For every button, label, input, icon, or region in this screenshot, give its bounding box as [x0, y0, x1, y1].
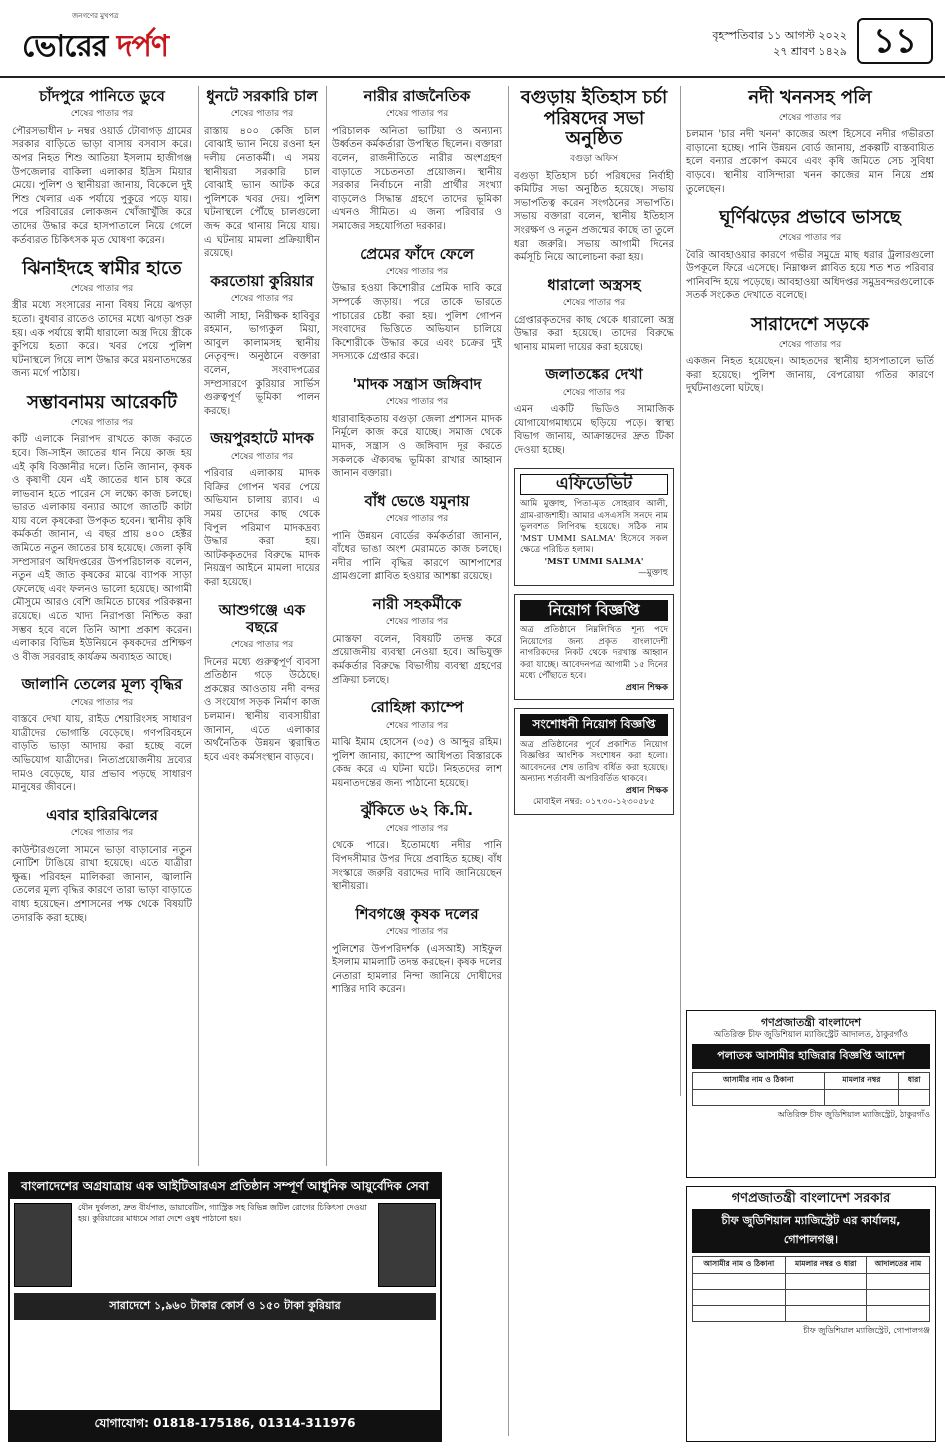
notice-bar: পলাতক আসামীর হাজিরার বিজ্ঞপ্তি আদেশ	[692, 1044, 930, 1069]
notice-table	[692, 1256, 930, 1322]
story-body: চলমান 'চার নদী খনন' কাজের অংশ হিসেবে নদীর গভীরতা বাড়ানো হচ্ছে। পানি উন্নয়ন বোর্ড জানায়, প্রকল্পটি বাস্তবায়িত হলে বন্যার প্রকোপ কমবে এবং কৃষি জমিতে সেচ সুবিধা বাড়বে। স্থানীয় বাসিন্দারা খনন কাজের মান নিয়ে প্রশ্ন তুলেছেন।	[686, 129, 934, 195]
story-drug-terror	[332, 374, 502, 481]
affidavit-sign: —মুক্তাহু	[638, 568, 668, 579]
table-header: আদালতের নাম	[866, 1257, 929, 1274]
notice-signature: অতিরিক্ত চীফ জুডিশিয়াল ম্যাজিস্ট্রেট, ঠাকুরগাঁও	[777, 1110, 930, 1119]
story-river-dredging	[686, 86, 934, 196]
story-body: কাউন্টারগুলো সামনে ভাড়া বাড়ানোর নতুন নোটিশ টাঙিয়ে রাখা হয়েছে। এতে যাত্রীরা ক্ষুব্ধ। পরিবহন মালিকরা জানান, জ্বালানি তেলের মূল্য বৃদ্ধির কারণে তারা ভাড়া বাড়াতে বাধ্য হয়েছেন। প্রশাসনের পক্ষ থেকে বিষয়টি তদারকি করা হচ্ছে।	[12, 844, 192, 924]
byline: শেষের পাতার পর	[70, 109, 134, 120]
byline: শেষের পাতার পর	[385, 926, 449, 937]
column-5	[686, 86, 934, 1086]
story-body: বগুড়া ইতিহাস চর্চা পরিষদের নির্বাহী কমিটির সভা অনুষ্ঠিত হয়েছে। সভায় সভাপতিত্ব করেন সংগঠনের সভাপতি। সভায় বক্তারা বলেন, স্থানীয় ইতিহাস সংরক্ষণ ও নতুন প্রজন্মের কাছে তা তুলে ধরা জরুরি। সভায় আগামী দিনের কর্মসূচি নিয়ে আলোচনা করা হয়।	[514, 170, 674, 264]
byline: শেষের পাতার পর	[385, 514, 449, 525]
story-shibganj	[332, 904, 502, 997]
byline: শেষের পাতার পর	[385, 617, 449, 628]
corrigendum-title: সংশোধনী নিয়োগ বিজ্ঞপ্তি	[520, 714, 668, 736]
column-divider	[326, 86, 327, 1166]
story-jhenaidah	[12, 257, 192, 381]
headline: ঝিনাইদহে স্বামীর হাতে	[22, 258, 182, 280]
affidavit-box	[514, 468, 674, 586]
notice-signature: চীফ জুডিশিয়াল ম্যাজিস্ট্রেট, গোপালগঞ্জ	[803, 1326, 930, 1335]
notice-title: গণপ্রজাতন্ত্রী বাংলাদেশ সরকার	[731, 1191, 891, 1206]
job-notice-body: অত্র প্রতিষ্ঠানে নিম্নলিখিত শূন্য পদে নিয়োগের জন্য প্রকৃত বাংলাদেশী নাগরিকদের নিকট থেকে দরখাস্ত আহ্বান করা যাচ্ছে। আবেদনপত্র আগামী ১৫ দিনের মধ্যে পৌঁছাতে হবে।	[520, 625, 668, 682]
byline: শেষের পাতার পর	[562, 298, 626, 309]
headline: নারী সহকর্মীকে	[372, 595, 462, 614]
story-body: পানি উন্নয়ন বোর্ডের কর্মকর্তারা জানান, বাঁধের ভাঙা অংশ মেরামতে কাজ চলছে। নদীর পানি বৃদ্ধির কারণে আশপাশের গ্রামগুলো প্লাবিত হওয়ার আশঙ্কা রয়েছে।	[332, 530, 502, 583]
corrigendum-sign: প্রধান শিক্ষক	[625, 785, 668, 796]
story-rabies	[514, 364, 674, 457]
headline: বাঁধ ভেঙে যমুনায়	[364, 491, 470, 510]
story-body: একজন নিহত হয়েছেন। আহতদের স্থানীয় হাসপাতালে ভর্তি করা হয়েছে। পুলিশ জানায়, বেপরোয়া গতির কারণে দুর্ঘটনাগুলো ঘটছে।	[686, 356, 934, 395]
story-hatirjheel	[12, 805, 192, 925]
table-header-row	[693, 1073, 930, 1090]
headline: করতোয়া কুরিয়ার	[210, 271, 314, 290]
logo-tagline: জনগণের মুখপত্র	[72, 12, 119, 20]
table-row	[693, 1274, 930, 1290]
story-body: উদ্ধার হওয়া কিশোরীর প্রেমিক দাবি করে সম্পর্কে জড়ায়। পরে তাকে ভারতে পাচারের চেষ্টা করা হয়। পুলিশ গোপন সংবাদের ভিত্তিতে অভিযান চালিয়ে কিশোরীকে উদ্ধার করে এবং চক্রের দুই সদস্যকে গ্রেপ্তার করে।	[332, 283, 502, 363]
table-header: মামলার নম্বর ও ধারা	[785, 1257, 866, 1274]
table-header: আসামীর নাম ও ঠিকানা	[693, 1257, 786, 1274]
headline: সারাদেশে সড়কে	[751, 313, 869, 335]
byline: শেষের পাতার পর	[70, 283, 134, 294]
byline: শেষের পাতার পর	[70, 417, 134, 428]
table-header: ধারা	[899, 1073, 930, 1090]
story-chandpur	[12, 86, 192, 247]
byline: শেষের পাতার পর	[562, 387, 626, 398]
story-sharp-weapons	[514, 275, 674, 355]
corrigendum-body: অত্র প্রতিষ্ঠানের পূর্বে প্রকাশিত নিয়োগ বিজ্ঞপ্তির আংশিক সংশোধন করা হলো। আবেদনের শেষ তারিখ বর্ধিত করা হয়েছে। অন্যান্য শর্তাবলী অপরিবর্তিত থাকবে।	[520, 739, 668, 785]
headline: জয়পুরহাটে মাদক	[210, 429, 314, 448]
headline: ঘূর্ণিঝড়ের প্রভাবে ভাসছে	[719, 207, 901, 229]
byline: শেষের পাতার পর	[230, 451, 294, 462]
job-notice-title: নিয়োগ বিজ্ঞপ্তি	[520, 600, 668, 622]
herbal-clinic-ad	[8, 1172, 442, 1442]
ad-offer-strip: সারাদেশে ১,৯৬০ টাকার কোর্স ও ১৫০ টাকা কুরিয়ার	[14, 1293, 436, 1320]
headline: নদী খননসহ পলি	[748, 87, 872, 108]
story-body: বাস্তবে দেখা যায়, রাইড শেয়ারিংসহ সাধারণ যাত্রীদের ভোগান্তি বেড়েছে। গণপরিবহনে বাড়তি ভাড়া আদায় করা হচ্ছে বলে অভিযোগ যাত্রীদের। নিত্যপ্রয়োজনীয় দ্রব্যের দামও বেড়েছে, যার প্রভাব পড়ছে সাধারণ মানুষের জীবনে।	[12, 714, 192, 794]
story-joypurhat-drugs	[204, 428, 320, 589]
date-gregorian: বৃহস্পতিবার ১১ আগস্ট ২০২২	[712, 29, 847, 42]
story-body: পৌরসভাধীন ৮ নম্বর ওয়ার্ড টোবাগড় গ্রামের সরকার বাড়িতে ভাড়া বাসায় বসবাস করে। অপর নিহত শিশু আতিয়া ইসলাম হাজীগঞ্জ উপজেলার বাকিলা এলাকার ইদ্রিস মিয়ার মেয়ে। পুলিশ ও স্থানীয়রা জানায়, বিকেলে দুই শিশু খেলার এক পর্যায়ে পুকুরে পড়ে যায়। পরে পরিবারের লোকজন খোঁজাখুঁজি করে তাদের উদ্ধার করে হাসপাতালে নিয়ে গেলে কর্তব্যরত চিকিৎসক মৃত ঘোষণা করেন।	[12, 125, 192, 246]
corrigendum-notice-box	[514, 708, 674, 815]
table-row	[693, 1306, 930, 1322]
byline: শেষের পাতার পর	[385, 720, 449, 731]
column-divider	[680, 86, 681, 1096]
headline: জলাতঙ্কের দেখা	[545, 365, 643, 384]
masthead	[0, 0, 945, 78]
story-body: বৈরি আবহাওয়ার কারণে গভীর সমুদ্রে মাছ ধরার ট্রলারগুলো উপকূলে ফিরে এসেছে। নিম্নাঞ্চল প্লাবিত হয়ে শত শত পরিবার পানিবন্দি হয়ে পড়েছে। আবহাওয়া অধিদপ্তর সমুদ্রবন্দরগুলোকে সতর্ক সংকেত দেখাতে বলেছে।	[686, 249, 934, 302]
table-row	[693, 1290, 930, 1306]
story-body: কটি এলাকে নিরাপদ রাখতে কাজ করতে হবে। জি-সাইন জাতের ধান নিয়ে কাজ হয় এই কৃষি বিজ্ঞানীর দলে। তিনি জানান, কৃষক ও কৃষাণী যেন এই জাতের ধান চাষ করে লাভবান হতে পারেন সে লক্ষ্যে কাজ চলছে। ভারত এলাকায় বন্যার আগে জাতটি কাটা যায় বলে কৃষকেরা উপকৃত হবেন। স্থানীয় কৃষি কর্মকর্তা জানান, এ বছর প্রায় ৪০০ হেক্টর জমিতে নতুন জাতের চাষ হয়েছে। জেলা কৃষি সম্প্রসারণ অধিদপ্তরের উপপরিচালক বলেন, নতুন এই জাত কৃষকের মাঝে ব্যাপক সাড়া ফেলেছে এবং ফলনও ভালো হয়েছে। আগামী মৌসুমে আরও বেশি জমিতে চাষের পরিকল্পনা রয়েছে। এতে খাদ্য নিরাপত্তা নিশ্চিত করা সম্ভব হবে বলে তিনি আশা প্রকাশ করেন। এলাকার বিভিন্ন ইউনিয়নে কৃষকদের প্রশিক্ষণ ও বীজ সরবরাহ কার্যক্রম অব্যাহত আছে।	[12, 434, 192, 663]
story-body: দিনের মধ্যে গুরুত্বপূর্ণ ব্যবসা প্রতিষ্ঠান গড়ে উঠেছে। প্রকল্পের আওতায় নদী বন্দর ও সংযোগ সড়ক নির্মাণ কাজ চলমান। স্থানীয় ব্যবসায়ীরা জানান, এতে এলাকার অর্থনৈতিক উন্নয়ন ত্বরান্বিত হবে এবং কর্মসংস্থান বাড়বে।	[204, 656, 320, 763]
column-1	[12, 86, 192, 1166]
headline: 'মাদক সন্ত্রাস জঙ্গিবাদ	[352, 375, 482, 393]
story-62km-risk	[332, 800, 502, 893]
story-body: এমন একটি ভিডিও সামাজিক যোগাযোগমাধ্যমে ছড়িয়ে পড়ে। স্বাস্থ্য বিভাগ জানায়, আক্রান্তদের দ্রুত টিকা দেওয়া হচ্ছে।	[514, 404, 674, 457]
story-body: মাঝি ইমাম হোসেন (৩৫) ও আব্দুর রহিম। পুলিশ জানায়, ক্যাম্পে আধিপত্য বিস্তারকে কেন্দ্র করে এ ঘটনা ঘটে। নিহতদের লাশ ময়নাতদন্তের জন্য পাঠানো হয়েছে।	[332, 737, 502, 789]
court-notice-gopalganj	[686, 1186, 936, 1442]
affidavit-title: এফিডেভিট	[520, 474, 668, 496]
headline: ঝুঁকিতে ৬২ কি.মি.	[360, 801, 474, 820]
story-love-trap	[332, 244, 502, 364]
table-row	[693, 1090, 930, 1106]
court-notice-thakurgaon	[686, 1010, 936, 1178]
byline: শেষের পাতার পর	[778, 112, 842, 123]
story-body: রাস্তায় ৪০০ কেজি চাল বোঝাই ভ্যান নিয়ে রওনা হন দলীয় নেতাকর্মী। এ সময় স্থানীয়রা সরকারি চাল বোঝাই ভ্যান আটক করে পুলিশকে খবর দেয়। পুলিশ ঘটনাস্থলে পৌঁছে চালগুলো জব্দ করে থানায় নিয়ে যায়। এ ঘটনায় মামলা প্রক্রিয়াধীন রয়েছে।	[204, 125, 320, 260]
notice-subtitle: অতিরিক্ত চীফ জুডিশিয়াল ম্যাজিস্ট্রেট আদালত, ঠাকুরগাঁও	[713, 1030, 909, 1040]
headline: ধুনটে সরকারি চাল	[206, 87, 318, 105]
table-header-row	[693, 1257, 930, 1274]
story-female-colleague	[332, 594, 502, 687]
story-body: স্ত্রীর মধ্যে সংসারের নানা বিষয় নিয়ে ঝগড়া হতো। বুধবার রাতেও তাদের মধ্যে ঝগড়া শুরু হয়। এক পর্যায়ে স্বামী ধারালো অস্ত্র দিয়ে স্ত্রীকে কুপিয়ে হত্যা করে। খবর পেয়ে পুলিশ ঘটনাস্থলে গিয়ে লাশ উদ্ধার করে ময়নাতদন্তের জন্য মর্গে পাঠায়।	[12, 300, 192, 380]
logo-name-part1: ভোরের	[22, 29, 108, 64]
column-divider	[198, 86, 199, 1166]
byline: শেষের পাতার পর	[70, 697, 134, 708]
headline: সম্ভাবনাময় আরেকটি	[27, 392, 177, 414]
newspaper-logo	[22, 10, 222, 68]
job-notice-box	[514, 594, 674, 701]
headline: প্রেমের ফাঁদে ফেলে	[360, 244, 474, 263]
story-potential	[12, 391, 192, 664]
column-divider	[508, 86, 509, 1436]
logo-name-part2: দর্পণ	[116, 29, 169, 64]
byline: শেষের পাতার পর	[778, 339, 842, 350]
ad-photo	[14, 1203, 72, 1287]
notice-table	[692, 1072, 930, 1106]
byline: শেষের পাতার পর	[385, 397, 449, 408]
headline: জালানি তেলের মূল্য বৃদ্ধির	[21, 675, 183, 694]
headline: আশুগঞ্জে এক বছরে	[218, 600, 306, 636]
ad-contact-footer: যোগাযোগ: 01818-175186, 01314-311976	[10, 1410, 440, 1440]
byline: শেষের পাতার পর	[385, 109, 449, 120]
headline: নারীর রাজনৈতিক	[363, 87, 471, 105]
story-karatoa-courier	[204, 271, 320, 419]
page-number: ১১	[857, 18, 933, 64]
headline: এবার হারিরঝিলের	[46, 805, 158, 824]
story-body: পরিচালক অনিতা ভাটিয়া ও অন্যান্য উর্ধ্বতন কর্মকর্তারা উপস্থিত ছিলেন। বক্তারা বলেন, রাজনীতিতে নারীর অংশগ্রহণ বাড়াতে সচেতনতা প্রয়োজন। স্থানীয় সরকার নির্বাচনে নারী প্রার্থীর সংখ্যা বাড়লেও সিদ্ধান্ত গ্রহণে তাদের ভূমিকা এখনও সীমিত। এ জন্য পরিবার ও সমাজের সহযোগিতা দরকার।	[332, 125, 502, 232]
table-header: আসামীর নাম ও ঠিকানা	[693, 1073, 825, 1090]
byline: বগুড়া অফিস	[570, 154, 618, 165]
story-cyclone	[686, 206, 934, 303]
story-rohingya-camp	[332, 697, 502, 790]
headline: রোহিঙ্গা ক্যাম্পে	[370, 698, 464, 717]
headline: ধারালো অস্ত্রসহ	[547, 275, 641, 294]
column-2	[204, 86, 320, 1166]
story-body: থেকে পারে। ইতোমধ্যে নদীর পানি বিপদসীমার উপর দিয়ে প্রবাহিত হচ্ছে। বাঁধ সংস্কারে জরুরি বরাদ্দের দাবি জানিয়েছেন স্থানীয়রা।	[332, 840, 502, 893]
job-notice-sign: প্রধান শিক্ষক	[625, 682, 668, 693]
corrigendum-phone: মোবাইল নম্বর: ০১৭৩০-১২৩০৫৮৫	[532, 797, 656, 808]
affidavit-name: 'MST UMMI SALMA'	[544, 556, 644, 567]
ad-product-photo	[378, 1203, 436, 1287]
story-dam-jamuna	[332, 491, 502, 584]
byline: শেষের পাতার পর	[385, 823, 449, 834]
byline: শেষের পাতার পর	[230, 294, 294, 305]
story-body: পুলিশের উপপরিদর্শক (এসআই) সাইফুল ইসলাম মামলাটি তদন্ত করছেন। কৃষক দলের নেতারা হামলার নিন্দা জানিয়ে দোষীদের শাস্তির দাবি করেন।	[332, 943, 502, 996]
headline: বগুড়ায় ইতিহাস চর্চা পরিষদের সভা অনুষ্ঠিত	[520, 87, 668, 150]
headline: চাঁদপুরে পানিতে ডুবে	[39, 87, 165, 105]
byline: শেষের পাতার পর	[70, 828, 134, 839]
story-fuel-price	[12, 674, 192, 794]
story-body: মোস্তফা বলেন, বিষয়টি তদন্ত করে প্রয়োজনীয় ব্যবস্থা নেওয়া হবে। অভিযুক্ত কর্মকর্তার বিরুদ্ধে বিভাগীয় ব্যবস্থা গ্রহণের প্রক্রিয়া চলছে।	[332, 633, 502, 686]
story-body: আলী সাহা, নিরীক্ষক হাবিবুর রহমান, ভাগ্যকুল মিয়া, আবুল কালামসহ স্থানীয় নেতৃবৃন্দ। অনুষ্ঠানে বক্তারা বলেন, সংবাদপত্রের সম্প্রসারণে কুরিয়ার সার্ভিস গুরুত্বপূর্ণ ভূমিকা পালন করছে।	[204, 310, 320, 417]
notice-bar: চীফ জুডিশিয়াল ম্যাজিস্ট্রেট এর কার্যালয়, গোপালগঞ্জ।	[692, 1209, 930, 1253]
story-body: গ্রেপ্তারকৃতদের কাছ থেকে ধারালো অস্ত্র উদ্ধার করা হয়েছে। তাদের বিরুদ্ধে থানায় মামলা দায়ের করা হয়েছে।	[514, 314, 674, 353]
story-bogura-history	[514, 86, 674, 265]
story-ashuganj	[204, 600, 320, 765]
ad-content	[10, 1199, 440, 1291]
story-dhunat-rice	[204, 86, 320, 261]
headline: শিবগঞ্জে কৃষক দলের	[355, 904, 479, 923]
date-bengali: ২৭ শ্রাবণ ১৪২৯	[773, 45, 847, 58]
byline: শেষের পাতার পর	[778, 232, 842, 243]
table-header: মামলার নম্বর	[824, 1073, 899, 1090]
byline: শেষের পাতার পর	[385, 266, 449, 277]
notice-title: গণপ্রজাতন্ত্রী বাংলাদেশ	[760, 1016, 862, 1029]
issue-date	[712, 28, 847, 60]
story-road-accidents	[686, 313, 934, 396]
byline: শেষের পাতার পর	[230, 109, 294, 120]
story-women-politics	[332, 86, 502, 234]
story-body: পরিবার এলাকায় মাদক বিক্রির গোপন খবর পেয়ে অভিযান চালায় র‌্যাব। এ সময় তাদের কাছ থেকে বিপুল পরিমাণ মাদকদ্রব্য উদ্ধার করা হয়। আটককৃতদের বিরুদ্ধে মাদক নিয়ন্ত্রণ আইনে মামলা দায়ের করা হয়েছে।	[204, 468, 320, 588]
affidavit-body: আমি মুক্তাহু, পিতা-মৃত সোহরাব আলী, গ্রাম-রাজশাহী। আমার এসএসসি সনদে নাম ভুলবশত লিপিবদ্ধ হয়েছে। সঠিক নাম 'MST UMMI SALMA' হিসেবে সকল ক্ষেত্রে পরিচিত হলাম।	[520, 499, 668, 556]
logo-name	[22, 22, 168, 73]
ad-body: যৌন দুর্বলতা, দ্রুত বীর্যপাত, ডায়াবেটিস, গ্যাস্ট্রিক সহ বিভিন্ন জটিল রোগের চিকিৎসা দেওয়া হয়। কুরিয়ারের মাধ্যমে সারা দেশে ওষুধ পাঠানো হয়।	[78, 1203, 367, 1223]
byline: শেষের পাতার পর	[230, 640, 294, 651]
column-4	[514, 86, 674, 1436]
ad-headline: বাংলাদেশের অগ্রযাত্রায় এক আইটিআরএস প্রতিষ্ঠান সম্পূর্ণ আধুনিক আয়ুর্বেদিক সেবা	[10, 1174, 440, 1199]
story-body: ধারাবাহিকতায় বগুড়া জেলা প্রশাসন মাদক নির্মূলে কাজ করে যাচ্ছে। সমাজ থেকে মাদক, সন্ত্রাস ও জঙ্গিবাদ দূর করতে সকলকে ঐক্যবদ্ধ ভূমিকা রাখার আহ্বান জানান বক্তারা।	[332, 413, 502, 480]
